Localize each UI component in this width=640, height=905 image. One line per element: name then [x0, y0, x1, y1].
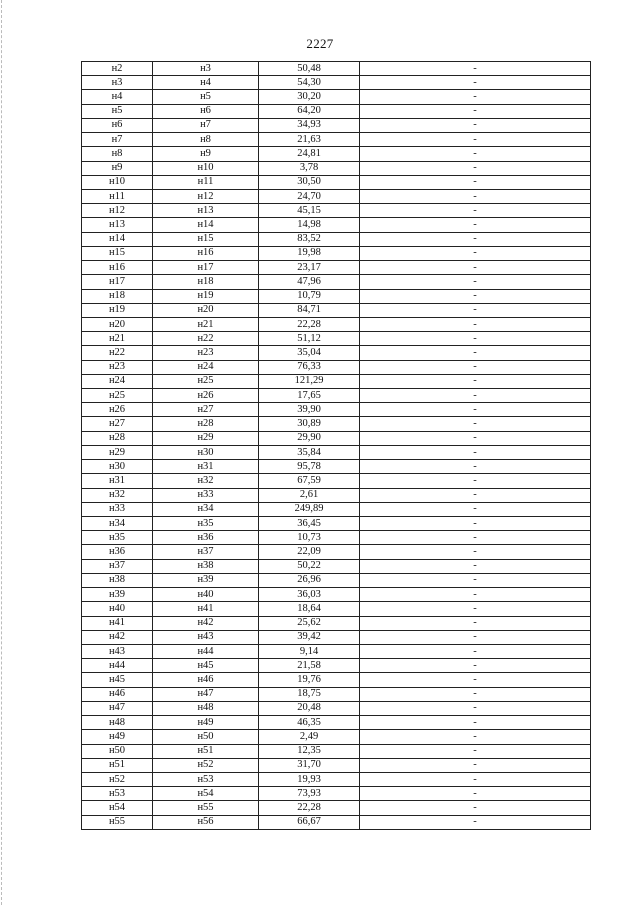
table-row: [82, 772, 591, 786]
length-cell: 12,35: [259, 744, 360, 758]
length-cell: 18,64: [259, 602, 360, 616]
note-cell: -: [360, 573, 591, 587]
note-cell: -: [360, 360, 591, 374]
from-point-cell: н23: [82, 360, 153, 374]
from-point-cell: н27: [82, 417, 153, 431]
from-point-cell: н49: [82, 730, 153, 744]
table-row: [82, 374, 591, 388]
to-point-cell: н42: [153, 616, 259, 630]
from-point-cell: н6: [82, 118, 153, 132]
length-cell: 22,28: [259, 317, 360, 331]
length-cell: 19,93: [259, 772, 360, 786]
to-point-cell: н40: [153, 588, 259, 602]
length-cell: 36,45: [259, 517, 360, 531]
table-row: [82, 602, 591, 616]
table-row: [82, 502, 591, 516]
page-number: 2227: [306, 36, 334, 51]
length-cell: 67,59: [259, 474, 360, 488]
table-row: [82, 403, 591, 417]
note-cell: -: [360, 90, 591, 104]
from-point-cell: н16: [82, 261, 153, 275]
note-cell: -: [360, 147, 591, 161]
table-row: [82, 104, 591, 118]
table-row: [82, 417, 591, 431]
note-cell: -: [360, 289, 591, 303]
length-cell: 19,98: [259, 246, 360, 260]
table-row: [82, 147, 591, 161]
note-cell: -: [360, 246, 591, 260]
note-cell: -: [360, 261, 591, 275]
from-point-cell: н30: [82, 460, 153, 474]
to-point-cell: н43: [153, 630, 259, 644]
to-point-cell: н13: [153, 204, 259, 218]
to-point-cell: н24: [153, 360, 259, 374]
length-cell: 2,49: [259, 730, 360, 744]
length-cell: 22,28: [259, 801, 360, 815]
to-point-cell: н16: [153, 246, 259, 260]
length-cell: 95,78: [259, 460, 360, 474]
table-row: [82, 332, 591, 346]
to-point-cell: н26: [153, 389, 259, 403]
to-point-cell: н32: [153, 474, 259, 488]
length-cell: 26,96: [259, 573, 360, 587]
note-cell: -: [360, 303, 591, 317]
table-row: [82, 460, 591, 474]
length-cell: 10,79: [259, 289, 360, 303]
table-row: [82, 573, 591, 587]
length-cell: 47,96: [259, 275, 360, 289]
boundary-segments-table: [81, 61, 591, 830]
table-row: [82, 204, 591, 218]
table-row: [82, 118, 591, 132]
length-cell: 18,75: [259, 687, 360, 701]
note-cell: -: [360, 317, 591, 331]
table-row: [82, 431, 591, 445]
from-point-cell: н26: [82, 403, 153, 417]
table-row: [82, 360, 591, 374]
from-point-cell: н31: [82, 474, 153, 488]
from-point-cell: н51: [82, 758, 153, 772]
from-point-cell: н40: [82, 602, 153, 616]
length-cell: 3,78: [259, 161, 360, 175]
length-cell: 54,30: [259, 76, 360, 90]
length-cell: 21,63: [259, 133, 360, 147]
length-cell: 39,42: [259, 630, 360, 644]
from-point-cell: н33: [82, 502, 153, 516]
from-point-cell: н9: [82, 161, 153, 175]
table-row: [82, 673, 591, 687]
from-point-cell: н19: [82, 303, 153, 317]
table-row: [82, 716, 591, 730]
to-point-cell: н27: [153, 403, 259, 417]
table-row: [82, 317, 591, 331]
note-cell: -: [360, 204, 591, 218]
from-point-cell: н46: [82, 687, 153, 701]
note-cell: -: [360, 559, 591, 573]
note-cell: -: [360, 474, 591, 488]
from-point-cell: н7: [82, 133, 153, 147]
length-cell: 35,04: [259, 346, 360, 360]
note-cell: -: [360, 730, 591, 744]
to-point-cell: н49: [153, 716, 259, 730]
from-point-cell: н24: [82, 374, 153, 388]
note-cell: -: [360, 545, 591, 559]
note-cell: -: [360, 76, 591, 90]
from-point-cell: н21: [82, 332, 153, 346]
length-cell: 31,70: [259, 758, 360, 772]
to-point-cell: н45: [153, 659, 259, 673]
to-point-cell: н51: [153, 744, 259, 758]
from-point-cell: н18: [82, 289, 153, 303]
note-cell: -: [360, 488, 591, 502]
note-cell: -: [360, 531, 591, 545]
to-point-cell: н34: [153, 502, 259, 516]
note-cell: -: [360, 218, 591, 232]
to-point-cell: н19: [153, 289, 259, 303]
table-row: [82, 90, 591, 104]
from-point-cell: н22: [82, 346, 153, 360]
table-row: [82, 261, 591, 275]
from-point-cell: н12: [82, 204, 153, 218]
to-point-cell: н4: [153, 76, 259, 90]
length-cell: 10,73: [259, 531, 360, 545]
note-cell: -: [360, 801, 591, 815]
length-cell: 30,89: [259, 417, 360, 431]
table-row: [82, 303, 591, 317]
length-cell: 30,50: [259, 175, 360, 189]
note-cell: -: [360, 275, 591, 289]
table-row: [82, 545, 591, 559]
note-cell: -: [360, 815, 591, 829]
table-row: [82, 559, 591, 573]
note-cell: -: [360, 517, 591, 531]
length-cell: 29,90: [259, 431, 360, 445]
from-point-cell: н3: [82, 76, 153, 90]
note-cell: -: [360, 744, 591, 758]
from-point-cell: н29: [82, 445, 153, 459]
to-point-cell: н48: [153, 701, 259, 715]
length-cell: 45,15: [259, 204, 360, 218]
to-point-cell: н21: [153, 317, 259, 331]
note-cell: -: [360, 758, 591, 772]
length-cell: 20,48: [259, 701, 360, 715]
note-cell: -: [360, 62, 591, 76]
to-point-cell: н46: [153, 673, 259, 687]
note-cell: -: [360, 403, 591, 417]
table-row: [82, 744, 591, 758]
note-cell: -: [360, 616, 591, 630]
length-cell: 22,09: [259, 545, 360, 559]
table-row: [82, 616, 591, 630]
from-point-cell: н52: [82, 772, 153, 786]
length-cell: 73,93: [259, 787, 360, 801]
to-point-cell: н50: [153, 730, 259, 744]
length-cell: 24,81: [259, 147, 360, 161]
table-row: [82, 76, 591, 90]
note-cell: -: [360, 118, 591, 132]
length-cell: 25,62: [259, 616, 360, 630]
to-point-cell: н28: [153, 417, 259, 431]
length-cell: 64,20: [259, 104, 360, 118]
from-point-cell: н17: [82, 275, 153, 289]
to-point-cell: н53: [153, 772, 259, 786]
to-point-cell: н8: [153, 133, 259, 147]
note-cell: -: [360, 232, 591, 246]
from-point-cell: н28: [82, 431, 153, 445]
table-row: [82, 218, 591, 232]
from-point-cell: н50: [82, 744, 153, 758]
to-point-cell: н33: [153, 488, 259, 502]
note-cell: -: [360, 772, 591, 786]
to-point-cell: н5: [153, 90, 259, 104]
note-cell: -: [360, 787, 591, 801]
length-cell: 249,89: [259, 502, 360, 516]
length-cell: 46,35: [259, 716, 360, 730]
length-cell: 35,84: [259, 445, 360, 459]
from-point-cell: н13: [82, 218, 153, 232]
from-point-cell: н35: [82, 531, 153, 545]
note-cell: -: [360, 502, 591, 516]
note-cell: -: [360, 389, 591, 403]
to-point-cell: н55: [153, 801, 259, 815]
from-point-cell: н5: [82, 104, 153, 118]
note-cell: -: [360, 189, 591, 203]
length-cell: 34,93: [259, 118, 360, 132]
from-point-cell: н37: [82, 559, 153, 573]
length-cell: 36,03: [259, 588, 360, 602]
from-point-cell: н47: [82, 701, 153, 715]
table-row: [82, 801, 591, 815]
table-row: [82, 445, 591, 459]
from-point-cell: н32: [82, 488, 153, 502]
from-point-cell: н42: [82, 630, 153, 644]
table-row: [82, 346, 591, 360]
from-point-cell: н48: [82, 716, 153, 730]
to-point-cell: н12: [153, 189, 259, 203]
note-cell: -: [360, 701, 591, 715]
to-point-cell: н7: [153, 118, 259, 132]
to-point-cell: н35: [153, 517, 259, 531]
to-point-cell: н54: [153, 787, 259, 801]
table-body: [82, 62, 591, 830]
to-point-cell: н41: [153, 602, 259, 616]
to-point-cell: н37: [153, 545, 259, 559]
table-row: [82, 289, 591, 303]
note-cell: -: [360, 602, 591, 616]
length-cell: 76,33: [259, 360, 360, 374]
to-point-cell: н14: [153, 218, 259, 232]
from-point-cell: н14: [82, 232, 153, 246]
note-cell: -: [360, 332, 591, 346]
note-cell: -: [360, 460, 591, 474]
to-point-cell: н6: [153, 104, 259, 118]
from-point-cell: н8: [82, 147, 153, 161]
table-row: [82, 758, 591, 772]
length-cell: 14,98: [259, 218, 360, 232]
note-cell: -: [360, 588, 591, 602]
to-point-cell: н31: [153, 460, 259, 474]
length-cell: 19,76: [259, 673, 360, 687]
table-row: [82, 133, 591, 147]
to-point-cell: н23: [153, 346, 259, 360]
to-point-cell: н29: [153, 431, 259, 445]
table-row: [82, 175, 591, 189]
from-point-cell: н2: [82, 62, 153, 76]
from-point-cell: н55: [82, 815, 153, 829]
note-cell: -: [360, 659, 591, 673]
table-row: [82, 488, 591, 502]
note-cell: -: [360, 687, 591, 701]
table-row: [82, 531, 591, 545]
length-cell: 30,20: [259, 90, 360, 104]
length-cell: 21,58: [259, 659, 360, 673]
length-cell: 83,52: [259, 232, 360, 246]
length-cell: 66,67: [259, 815, 360, 829]
table-row: [82, 62, 591, 76]
note-cell: -: [360, 716, 591, 730]
table-row: [82, 701, 591, 715]
to-point-cell: н56: [153, 815, 259, 829]
length-cell: 50,48: [259, 62, 360, 76]
note-cell: -: [360, 104, 591, 118]
to-point-cell: н38: [153, 559, 259, 573]
table-row: [82, 730, 591, 744]
from-point-cell: н25: [82, 389, 153, 403]
from-point-cell: н39: [82, 588, 153, 602]
length-cell: 23,17: [259, 261, 360, 275]
table-row: [82, 161, 591, 175]
table-row: [82, 474, 591, 488]
to-point-cell: н3: [153, 62, 259, 76]
from-point-cell: н15: [82, 246, 153, 260]
length-cell: 84,71: [259, 303, 360, 317]
table-row: [82, 517, 591, 531]
table-row: [82, 659, 591, 673]
from-point-cell: н34: [82, 517, 153, 531]
from-point-cell: н45: [82, 673, 153, 687]
table-row: [82, 630, 591, 644]
to-point-cell: н47: [153, 687, 259, 701]
length-cell: 121,29: [259, 374, 360, 388]
note-cell: -: [360, 346, 591, 360]
from-point-cell: н10: [82, 175, 153, 189]
length-cell: 9,14: [259, 644, 360, 658]
length-cell: 2,61: [259, 488, 360, 502]
table-row: [82, 232, 591, 246]
to-point-cell: н22: [153, 332, 259, 346]
table-row: [82, 588, 591, 602]
note-cell: -: [360, 417, 591, 431]
from-point-cell: н36: [82, 545, 153, 559]
table-row: [82, 275, 591, 289]
to-point-cell: н44: [153, 644, 259, 658]
to-point-cell: н10: [153, 161, 259, 175]
note-cell: -: [360, 644, 591, 658]
table-row: [82, 246, 591, 260]
to-point-cell: н36: [153, 531, 259, 545]
page-edge-line: [1, 0, 3, 905]
note-cell: -: [360, 673, 591, 687]
to-point-cell: н25: [153, 374, 259, 388]
to-point-cell: н11: [153, 175, 259, 189]
from-point-cell: н20: [82, 317, 153, 331]
from-point-cell: н4: [82, 90, 153, 104]
from-point-cell: н53: [82, 787, 153, 801]
note-cell: -: [360, 175, 591, 189]
note-cell: -: [360, 374, 591, 388]
from-point-cell: н11: [82, 189, 153, 203]
note-cell: -: [360, 133, 591, 147]
table-row: [82, 687, 591, 701]
from-point-cell: н44: [82, 659, 153, 673]
to-point-cell: н30: [153, 445, 259, 459]
note-cell: -: [360, 161, 591, 175]
to-point-cell: н20: [153, 303, 259, 317]
table-row: [82, 189, 591, 203]
note-cell: -: [360, 445, 591, 459]
table-row: [82, 389, 591, 403]
note-cell: -: [360, 431, 591, 445]
length-cell: 50,22: [259, 559, 360, 573]
from-point-cell: н41: [82, 616, 153, 630]
to-point-cell: н9: [153, 147, 259, 161]
to-point-cell: н18: [153, 275, 259, 289]
length-cell: 39,90: [259, 403, 360, 417]
table-row: [82, 815, 591, 829]
note-cell: -: [360, 630, 591, 644]
to-point-cell: н15: [153, 232, 259, 246]
to-point-cell: н52: [153, 758, 259, 772]
to-point-cell: н39: [153, 573, 259, 587]
from-point-cell: н38: [82, 573, 153, 587]
length-cell: 17,65: [259, 389, 360, 403]
length-cell: 24,70: [259, 189, 360, 203]
to-point-cell: н17: [153, 261, 259, 275]
table-row: [82, 787, 591, 801]
length-cell: 51,12: [259, 332, 360, 346]
from-point-cell: н43: [82, 644, 153, 658]
from-point-cell: н54: [82, 801, 153, 815]
table-row: [82, 644, 591, 658]
